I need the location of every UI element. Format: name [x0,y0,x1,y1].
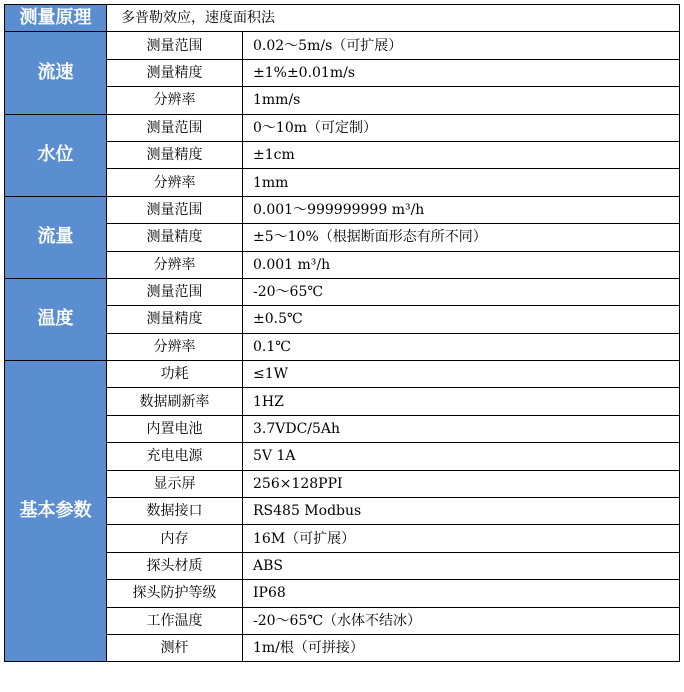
spec-label: 测杆 [107,634,243,661]
spec-label: 测量精度 [107,141,243,168]
spec-value: 16M（可扩展） [243,525,680,552]
spec-table [4,4,680,662]
table-row [5,196,680,223]
spec-value: -20～65℃ [243,278,680,305]
table-row [5,114,680,141]
table-row [5,361,680,388]
spec-value: 3.7VDC/5Ah [243,415,680,442]
measurement-principle-value: 多普勒效应，速度面积法 [107,5,680,32]
table-row [5,552,680,579]
spec-label: 测量范围 [107,278,243,305]
spec-value: 1m/根（可拼接） [243,634,680,661]
table-row [5,470,680,497]
spec-label: 测量精度 [107,59,243,86]
spec-label: 内存 [107,525,243,552]
table-row [5,306,680,333]
spec-value: ≤1W [243,361,680,388]
table-row [5,59,680,86]
spec-label: 分辨率 [107,169,243,196]
category-cell-flow-rate: 流量 [5,196,107,278]
spec-label: 数据刷新率 [107,388,243,415]
table-row [5,87,680,114]
spec-label: 工作温度 [107,607,243,634]
spec-value: ±1cm [243,141,680,168]
table-row [5,634,680,661]
spec-value: ±5～10%（根据断面形态有所不同） [243,224,680,251]
table-row [5,251,680,278]
spec-label: 分辨率 [107,251,243,278]
table-row [5,498,680,525]
spec-label: 显示屏 [107,470,243,497]
table-row [5,32,680,59]
category-cell-temperature: 温度 [5,278,107,360]
spec-value: 1HZ [243,388,680,415]
spec-label: 测量范围 [107,196,243,223]
spec-value: 256×128PPI [243,470,680,497]
spec-table-body [5,5,680,662]
table-row [5,333,680,360]
spec-value: 0.02～5m/s（可扩展） [243,32,680,59]
spec-value: -20～65℃（水体不结冰） [243,607,680,634]
table-row [5,580,680,607]
spec-label: 分辨率 [107,87,243,114]
table-row [5,224,680,251]
spec-label: 测量精度 [107,224,243,251]
spec-label: 探头材质 [107,552,243,579]
table-row [5,278,680,305]
spec-value: 0.001～999999999 m³/h [243,196,680,223]
spec-value: RS485 Modbus [243,498,680,525]
table-row [5,415,680,442]
spec-label: 数据接口 [107,498,243,525]
spec-label: 测量精度 [107,306,243,333]
spec-label: 功耗 [107,361,243,388]
category-cell-water-level: 水位 [5,114,107,196]
table-row [5,525,680,552]
table-row-header [5,5,680,32]
spec-value: IP68 [243,580,680,607]
spec-label: 内置电池 [107,415,243,442]
spec-label: 充电电源 [107,443,243,470]
category-cell-measurement-principle: 测量原理 [5,5,107,32]
spec-value: ±1%±0.01m/s [243,59,680,86]
table-row [5,141,680,168]
spec-value: ABS [243,552,680,579]
spec-value: 0.001 m³/h [243,251,680,278]
spec-value: 0.1℃ [243,333,680,360]
spec-label: 分辨率 [107,333,243,360]
spec-value: 5V 1A [243,443,680,470]
spec-value: 0～10m（可定制） [243,114,680,141]
category-cell-basic-params: 基本参数 [5,361,107,662]
spec-value: 1mm [243,169,680,196]
spec-label: 测量范围 [107,114,243,141]
category-cell-flow-velocity: 流速 [5,32,107,114]
table-row [5,607,680,634]
spec-label: 探头防护等级 [107,580,243,607]
spec-value: 1mm/s [243,87,680,114]
table-row [5,169,680,196]
table-row [5,443,680,470]
spec-label: 测量范围 [107,32,243,59]
spec-value: ±0.5℃ [243,306,680,333]
table-row [5,388,680,415]
